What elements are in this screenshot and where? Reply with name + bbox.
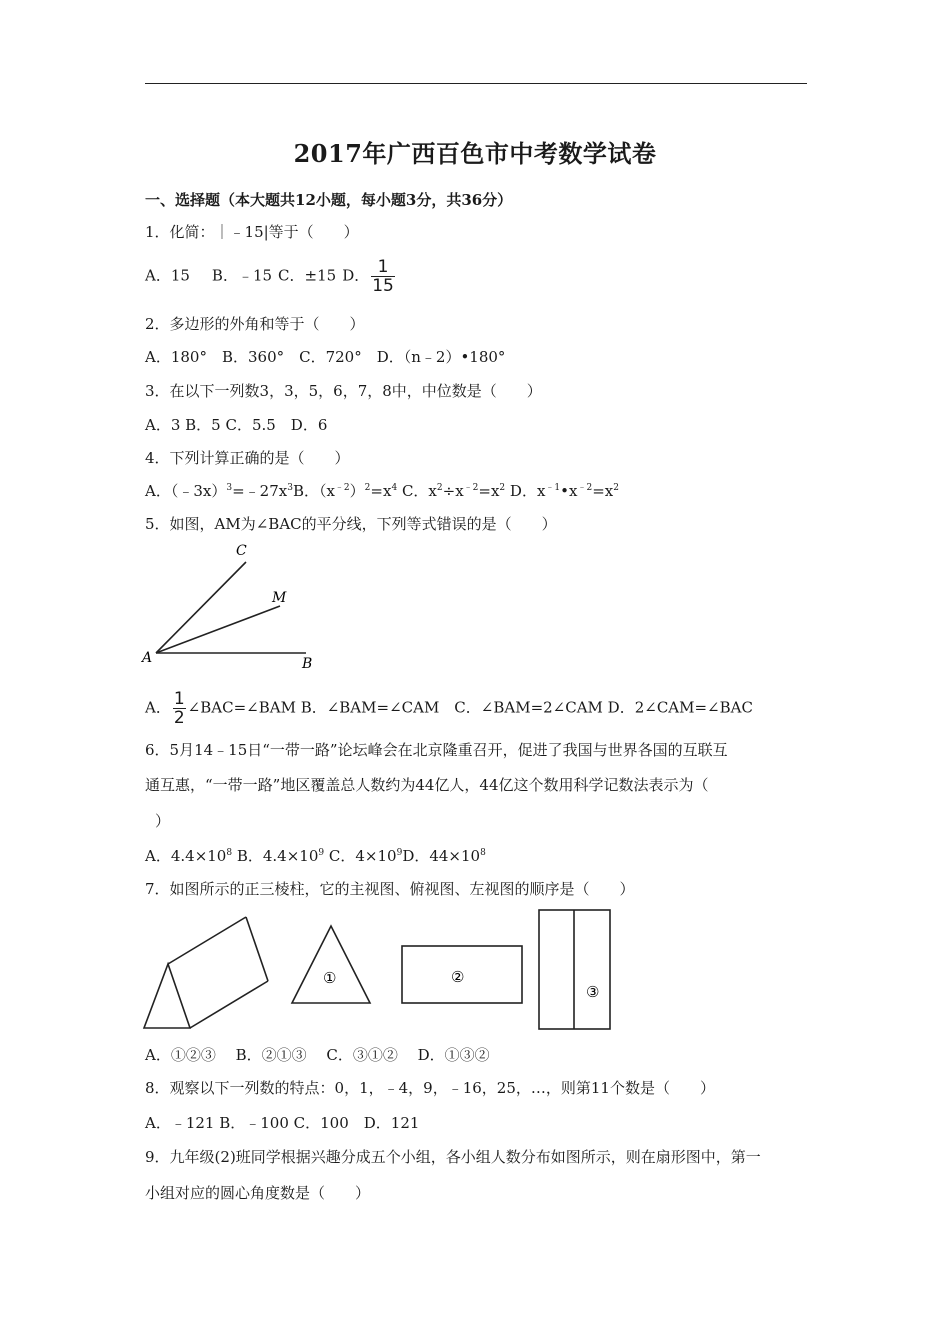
q4-c-part: ÷x <box>442 482 464 500</box>
view-label-three: ③ <box>586 983 600 1001</box>
question-8-options: A．﹣121 B．﹣100 C．100 D．121 <box>145 1114 420 1132</box>
question-1-stem: 1．化简：｜﹣15|等于（ ） <box>145 223 359 241</box>
q4-d-part: D．x <box>505 482 546 500</box>
prism-views-figure <box>140 905 620 1035</box>
q5-fraction <box>173 690 186 727</box>
q4-d-exp: ﹣2 <box>577 483 593 493</box>
label-m: M <box>272 590 287 606</box>
q6-option-a: A．4.4×10 <box>145 847 227 865</box>
q4-a-part: =﹣27x <box>232 482 288 500</box>
label-a: A <box>142 650 153 666</box>
q4-a-exp: 3 <box>287 483 293 493</box>
q6-option-b: B．4.4×10 <box>232 847 319 865</box>
question-1-options <box>145 258 397 295</box>
q4-b-exp: ﹣2 <box>334 483 350 493</box>
q4-c-exp: 2 <box>436 483 443 493</box>
q6-a-exp: 8 <box>226 848 233 858</box>
ray-ac <box>156 562 246 653</box>
question-9-line-2: 小组对应的圆心角度数是（ ） <box>145 1184 371 1202</box>
q4-d-part: =x <box>592 482 614 500</box>
q4-d-part: •x <box>560 482 578 500</box>
q4-c-part: =x <box>478 482 500 500</box>
q6-d-exp: 8 <box>480 848 486 858</box>
q5-fraction-denominator: 2 <box>173 708 185 728</box>
q1-fraction-denominator: 15 <box>372 276 394 296</box>
q6-c-exp: 9 <box>396 848 403 858</box>
q4-b-exp: 2 <box>364 483 371 493</box>
q4-d-exp: 2 <box>613 483 619 493</box>
q6-option-c: C．4×10 <box>324 847 397 865</box>
question-2-stem: 2．多边形的外角和等于（ ） <box>145 315 365 333</box>
q4-b-part: ） <box>349 482 365 500</box>
label-c: C <box>236 543 247 559</box>
angle-bisector-figure <box>140 540 330 675</box>
ray-am <box>156 606 280 653</box>
q6-b-exp: 9 <box>318 848 325 858</box>
question-6-line-3: ） <box>155 812 171 830</box>
question-6-options <box>145 846 486 866</box>
q4-d-exp: ﹣1 <box>545 483 561 493</box>
q4-a-part: A．（﹣3x） <box>145 482 227 500</box>
question-4-stem: 4．下列计算正确的是（ ） <box>145 449 350 467</box>
q4-c-part: C．x <box>397 482 437 500</box>
triangular-prism <box>144 917 268 1028</box>
question-2-options: A．180° B．360° C．720° D．（n﹣2）•180° <box>145 348 506 366</box>
question-3-options: A．3 B．5 C．5.5 D．6 <box>145 416 328 434</box>
q6-option-d: D．44×10 <box>402 847 481 865</box>
q1-fraction <box>371 258 395 295</box>
label-b: B <box>302 656 313 672</box>
q1-fraction-numerator: 1 <box>377 257 389 277</box>
question-4-options <box>145 481 619 501</box>
question-9-line-1: 9．九年级(2)班同学根据兴趣分成五个小组，各小组人数分布如图所示，则在扇形图中，第一 <box>145 1148 761 1166</box>
q1-option-a: A．15 <box>145 266 190 285</box>
q5-option-a-prefix: A． <box>145 698 171 717</box>
view-triangle <box>292 926 370 1003</box>
q4-c-exp: 2 <box>499 483 506 493</box>
q4-b-part: B．（x <box>292 482 335 500</box>
question-5-options <box>145 690 753 727</box>
q4-b-part: =x <box>370 482 392 500</box>
question-3-stem: 3．在以下一列数3，3，5，6，7，8中，中位数是（ ） <box>145 382 542 400</box>
header-rule <box>145 83 807 84</box>
question-7-stem: 7．如图所示的正三棱柱，它的主视图、俯视图、左视图的顺序是（ ） <box>145 880 635 898</box>
question-7-options: A．①②③ B．②①③ C．③①② D．①③② <box>145 1046 490 1064</box>
question-8-stem: 8．观察以下一列数的特点：0，1，﹣4，9，﹣16，25，…，则第11个数是（ ） <box>145 1079 715 1097</box>
q5-fraction-numerator: 1 <box>173 689 185 709</box>
q1-option-c: C．±15 <box>278 266 337 285</box>
question-6-line-2: 通互惠，“一带一路”地区覆盖总人数约为44亿人，44亿这个数用科学记数法表示为（ <box>145 776 709 794</box>
q5-options-rest: ∠BAC=∠BAM B．∠BAM=∠CAM C．∠BAM=2∠CAM D．2∠CAM=∠BAC <box>187 698 753 717</box>
q1-option-d-prefix: D． <box>342 266 370 285</box>
section-heading: 一、选择题（本大题共12小题，每小题3分，共36分） <box>145 191 513 209</box>
question-6-line-1: 6．5月14﹣15日“一带一路”论坛峰会在北京隆重召开，促进了我国与世界各国的互联互 <box>145 741 728 759</box>
q4-b-exp: 4 <box>391 483 398 493</box>
view-label-one: ① <box>323 969 337 987</box>
view-label-two: ② <box>451 968 465 986</box>
question-5-stem: 5．如图，AM为∠BAC的平分线，下列等式错误的是（ ） <box>145 515 557 533</box>
page-title: 2017年广西百色市中考数学试卷 <box>293 139 657 168</box>
q4-a-exp: 3 <box>226 483 233 493</box>
q1-option-b: B．﹣15 <box>211 266 273 285</box>
q4-c-exp: ﹣2 <box>463 483 479 493</box>
